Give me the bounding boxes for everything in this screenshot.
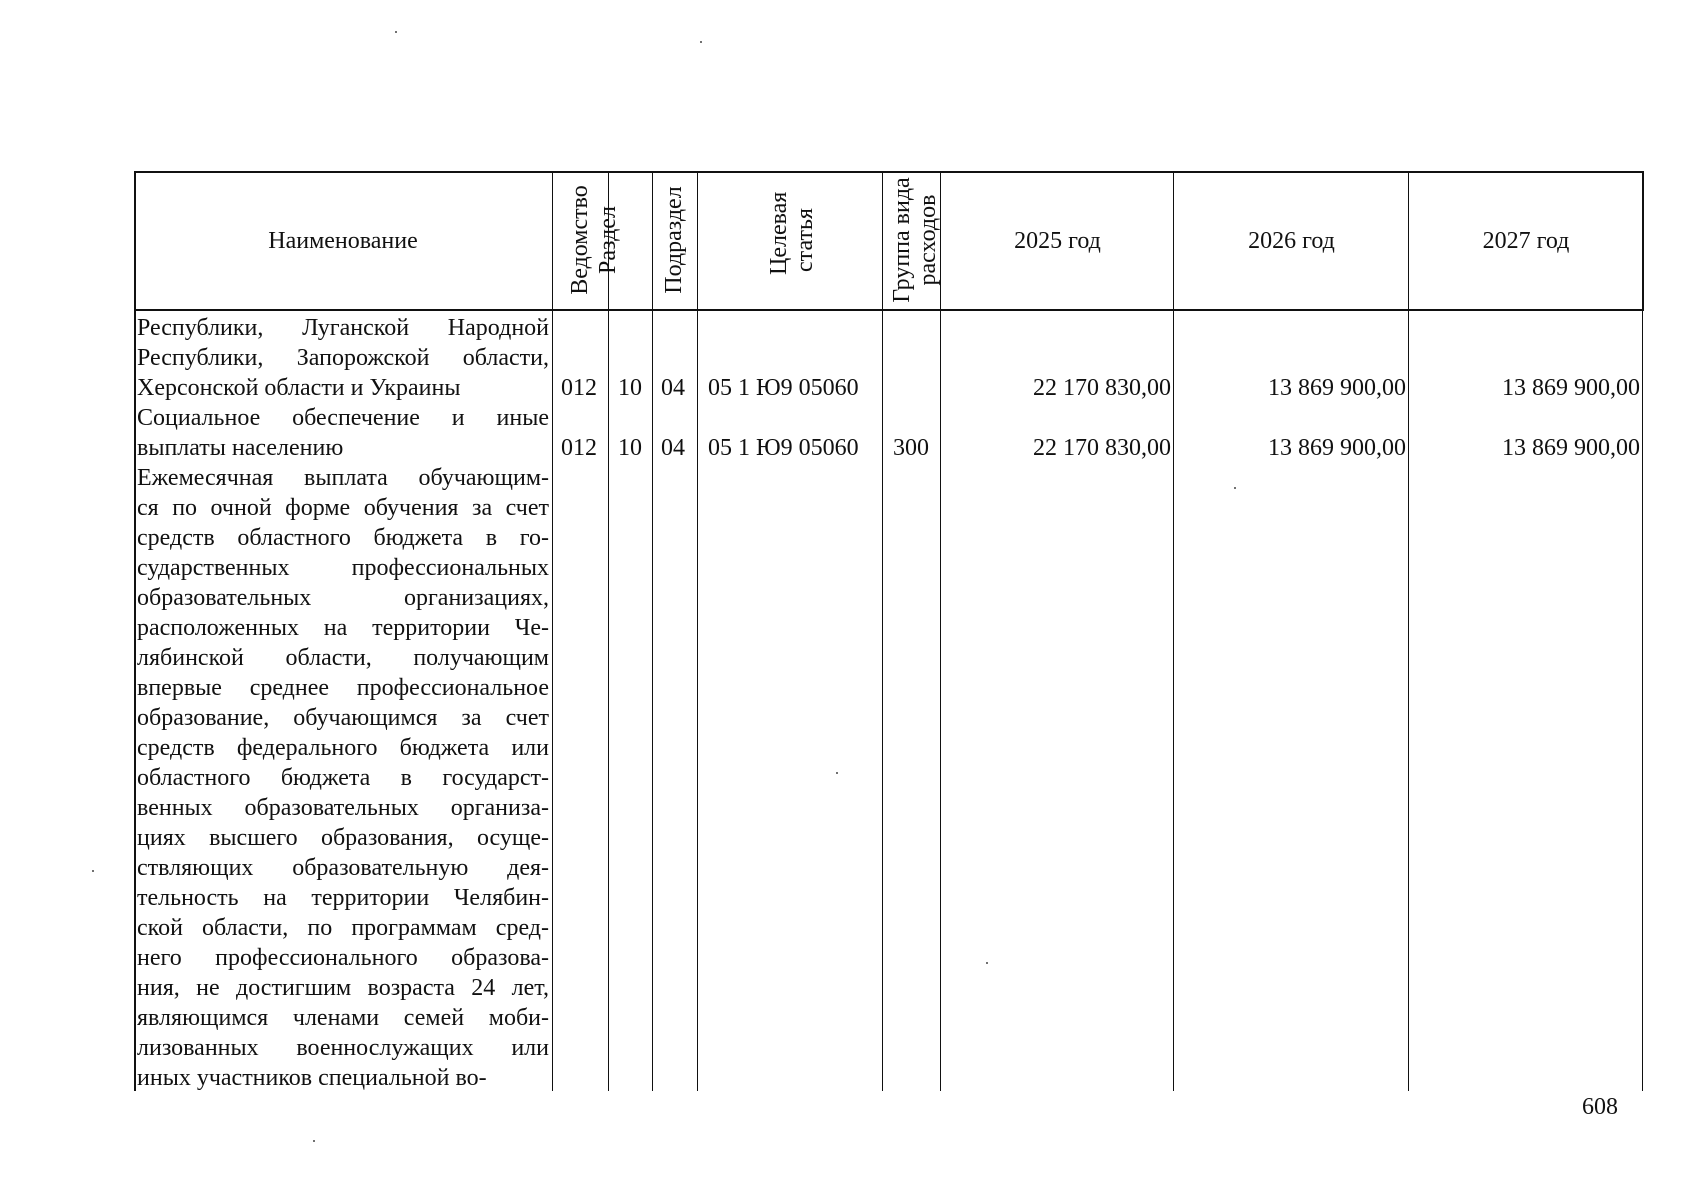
row-3-name-line: тельность на территории Челябин- xyxy=(137,885,549,911)
header-name: Наименование xyxy=(268,228,418,254)
table-left-border xyxy=(134,171,136,1091)
row-3-name-line: циях высшего образования, осуще- xyxy=(137,825,549,851)
row-1-name: Республики, Луганской Народной Республики, Запорожской области, Херсонской области и Украины xyxy=(137,315,549,401)
row-3-name-line: иных участников специальной во- xyxy=(137,1065,487,1091)
row-3-name-line: ствляющих образовательную дея- xyxy=(137,855,549,881)
row-3-name-line: лябинской области, получающим xyxy=(137,645,549,671)
row-1-2027: 13 869 900,00 xyxy=(1502,375,1640,401)
col-divider xyxy=(697,171,698,1091)
scan-speck xyxy=(700,41,702,43)
row-1-target-article: 05 1 Ю9 05060 xyxy=(708,375,859,401)
scan-speck xyxy=(313,1140,315,1142)
header-target-article: Целевая статья xyxy=(766,191,818,275)
row-3-name-line: него профессионального образова- xyxy=(137,945,549,971)
scan-speck xyxy=(1234,487,1236,489)
row-1-2026: 13 869 900,00 xyxy=(1268,375,1406,401)
row-2-2027: 13 869 900,00 xyxy=(1502,435,1640,461)
header-year-2025: 2025 год xyxy=(1014,228,1101,254)
row-2-target-article: 05 1 Ю9 05060 xyxy=(708,435,859,461)
row-3-name-line: ния, не достигшим возраста 24 лет, xyxy=(137,975,549,1001)
row-3-name-line: образование, обучающимся за счет xyxy=(137,705,549,731)
row-3-name-line: ся по очной форме обучения за счет xyxy=(137,495,549,521)
col-divider xyxy=(882,171,883,1091)
scan-speck xyxy=(92,870,94,872)
row-3-name-line: венных образовательных организа- xyxy=(137,795,549,821)
row-1-section: 10 xyxy=(618,375,642,401)
row-3-name-line: областного бюджета в государст- xyxy=(137,765,549,791)
row-3-name-line: средств областного бюджета в го- xyxy=(137,525,549,551)
scan-speck xyxy=(836,772,838,774)
col-divider xyxy=(940,171,941,1091)
header-department: Ведомство xyxy=(567,185,593,295)
row-2-subsection: 04 xyxy=(661,435,685,461)
header-section: Раздел xyxy=(595,206,621,274)
header-year-2027: 2027 год xyxy=(1482,228,1570,254)
header-subsection: Подраздел xyxy=(661,186,687,294)
row-2-section: 10 xyxy=(618,435,642,461)
col-divider xyxy=(1173,171,1174,1091)
row-3-name xyxy=(137,463,549,1093)
row-2-name: Социальное обеспечение и иные выплаты населению xyxy=(137,405,549,461)
row-3-name-line: ской области, по программам сред- xyxy=(137,915,549,941)
row-1-2025: 22 170 830,00 xyxy=(1033,375,1171,401)
row-2-2026: 13 869 900,00 xyxy=(1268,435,1406,461)
row-3-name-line: образовательных организациях, xyxy=(137,585,549,611)
row-2-2025: 22 170 830,00 xyxy=(1033,435,1171,461)
row-1-department: 012 xyxy=(561,375,597,401)
scan-speck xyxy=(986,962,988,964)
col-divider xyxy=(552,171,553,1091)
row-3-name-line: впервые среднее профессиональное xyxy=(137,675,549,701)
row-1-subsection: 04 xyxy=(661,375,685,401)
col-divider xyxy=(652,171,653,1091)
row-3-name-line: расположенных на территории Че- xyxy=(137,615,549,641)
row-3-name-line: средств федерального бюджета или xyxy=(137,735,549,761)
col-divider xyxy=(1642,171,1643,1091)
header-expense-group: Группа вида расходов xyxy=(889,177,941,303)
col-divider xyxy=(608,171,609,1091)
col-divider xyxy=(1408,171,1409,1091)
row-3-name-line: лизованных военнослужащих или xyxy=(137,1035,549,1061)
row-3-name-line: являющимся членами семей моби- xyxy=(137,1005,549,1031)
row-3-name-line: Ежемесячная выплата обучающим- xyxy=(137,465,549,491)
row-3-name-line: сударственных профессиональных xyxy=(137,555,549,581)
row-2-expense-group: 300 xyxy=(893,435,929,461)
row-2-department: 012 xyxy=(561,435,597,461)
page-number: 608 xyxy=(1582,1094,1618,1120)
header-year-2026: 2026 год xyxy=(1248,228,1335,254)
scan-speck xyxy=(395,31,397,33)
